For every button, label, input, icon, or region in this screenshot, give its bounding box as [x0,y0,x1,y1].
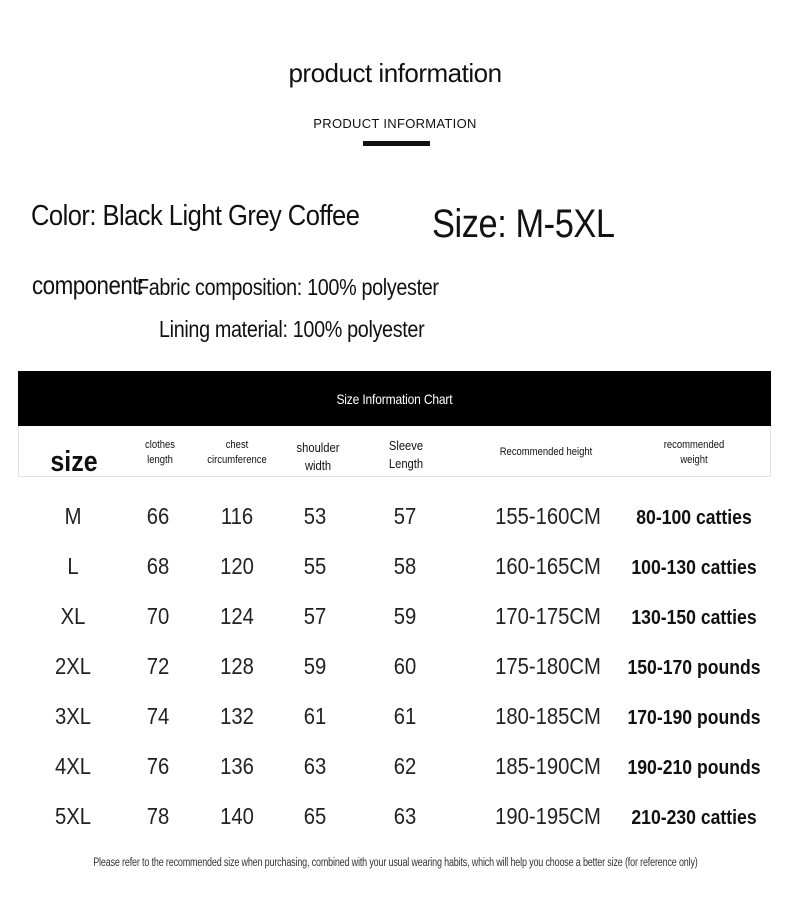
cell-sleeve: 61 [393,703,417,729]
page-title: product information [288,58,502,88]
cell-weight: 130-150 catties [631,607,757,629]
title-underline [363,141,430,146]
cell-size: 4XL [54,753,92,779]
cell-height: 160-165CM [495,553,601,579]
cell-shoulder: 63 [303,753,327,779]
cell-length: 72 [146,653,170,679]
col-head-height: Recommended height [499,446,593,458]
col-head-sleeve: Sleeve Length [388,438,424,471]
cell-size: 5XL [54,803,92,829]
cell-height: 155-160CM [495,503,601,529]
cell-sleeve: 57 [393,503,417,529]
cell-sleeve: 63 [393,803,417,829]
cell-shoulder: 61 [303,703,327,729]
cell-chest: 116 [220,503,254,529]
cell-weight: 210-230 catties [631,807,757,829]
cell-chest: 120 [220,553,254,579]
cell-size: 3XL [54,703,92,729]
table-row [0,653,790,693]
cell-weight: 150-170 pounds [627,657,761,679]
col-head-size: size [50,446,98,478]
cell-length: 76 [146,753,170,779]
cell-size: XL [60,603,86,629]
cell-shoulder: 55 [303,553,327,579]
table-row [0,603,790,643]
size-footnote: Please refer to the recommended size when purchasing, combined with your usual wearing habits, which will help you choose a better size (for reference only) [92,857,698,869]
cell-sleeve: 62 [393,753,417,779]
col-head-weight: recommended weight [663,439,725,466]
table-row [0,503,790,543]
table-row [0,703,790,743]
cell-chest: 128 [220,653,254,679]
size-spec: Size: M-5XL [432,202,615,246]
table-row [0,553,790,593]
cell-sleeve: 60 [393,653,417,679]
page-subtitle: PRODUCT INFORMATION [313,116,477,131]
col-head-chest: chest circumference [207,439,267,466]
size-chart-title: Size Information Chart [336,390,453,407]
cell-length: 78 [146,803,170,829]
table-row [0,803,790,843]
cell-length: 68 [146,553,170,579]
cell-sleeve: 58 [393,553,417,579]
cell-shoulder: 53 [303,503,327,529]
cell-height: 190-195CM [495,803,601,829]
col-head-length: clothes length [145,439,175,466]
cell-shoulder: 65 [303,803,327,829]
cell-length: 66 [146,503,170,529]
cell-shoulder: 59 [303,653,327,679]
cell-height: 170-175CM [495,603,601,629]
lining-material: Lining material: 100% polyester [159,316,425,342]
cell-chest: 136 [220,753,254,779]
cell-size: M [64,503,82,529]
cell-height: 175-180CM [495,653,601,679]
cell-size: L [67,553,79,579]
component-label: component: [32,270,144,300]
cell-weight: 100-130 catties [631,557,757,579]
col-head-shoulder: shoulder width [296,440,340,473]
cell-height: 185-190CM [495,753,601,779]
cell-size: 2XL [54,653,92,679]
color-spec: Color: Black Light Grey Coffee [31,200,360,232]
cell-chest: 140 [220,803,254,829]
cell-weight: 190-210 pounds [627,757,761,779]
cell-length: 70 [146,603,170,629]
size-chart-header [18,371,771,426]
cell-weight: 80-100 catties [636,507,752,529]
cell-length: 74 [146,703,170,729]
cell-weight: 170-190 pounds [627,707,761,729]
cell-chest: 132 [220,703,254,729]
cell-chest: 124 [220,603,254,629]
size-chart-column-headers [18,426,771,477]
table-row [0,753,790,793]
fabric-composition: Fabric composition: 100% polyester [137,274,439,300]
cell-height: 180-185CM [495,703,601,729]
cell-sleeve: 59 [393,603,417,629]
cell-shoulder: 57 [303,603,327,629]
